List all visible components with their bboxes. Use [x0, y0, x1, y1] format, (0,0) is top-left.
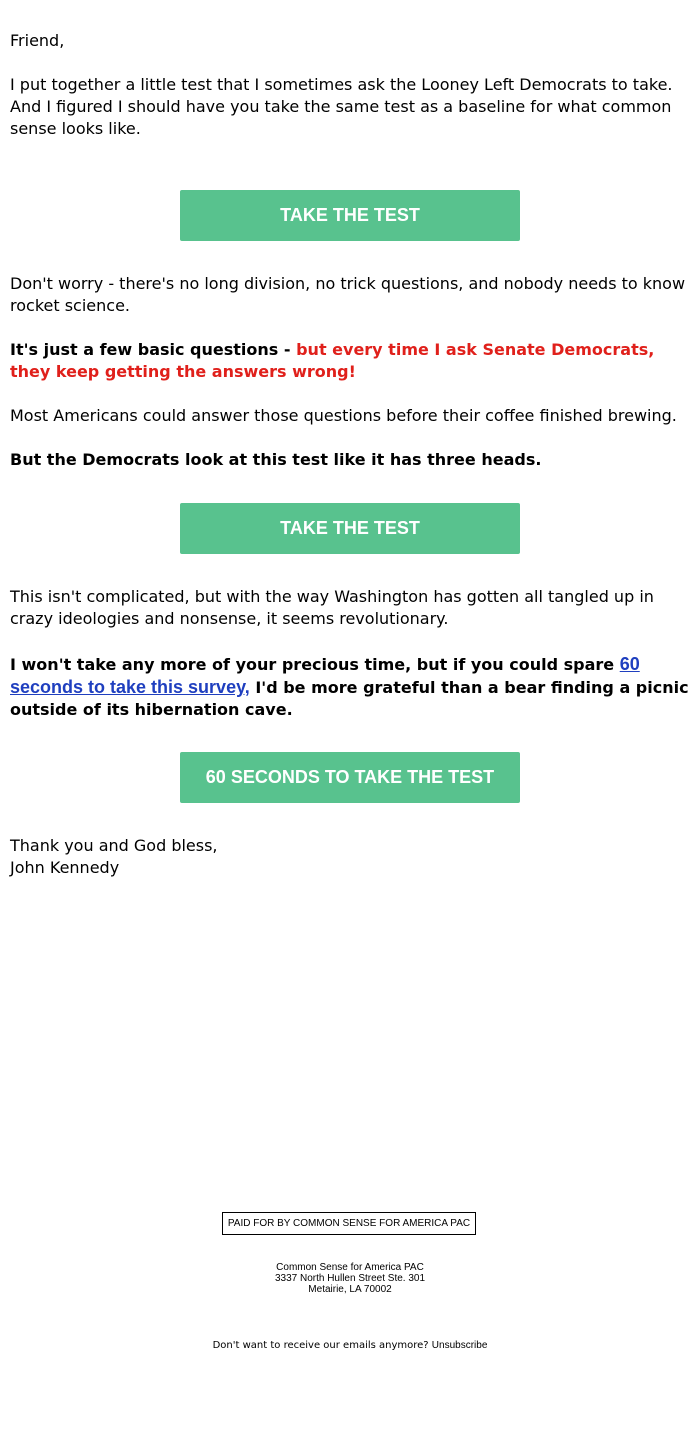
basic-questions-paragraph	[10, 339, 694, 383]
greeting: Friend,	[10, 31, 65, 50]
worry-paragraph: Don't worry - there's no long division, no trick questions, and nobody needs to know rocket science.	[10, 274, 686, 315]
sixty-seconds-test-button[interactable]: 60 SECONDS TO TAKE THE TEST	[180, 752, 520, 803]
unsubscribe-line	[0, 1340, 700, 1351]
signoff: Thank you and God bless,	[10, 836, 218, 855]
americans-paragraph: Most Americans could answer those questions before their coffee finished brewing.	[10, 406, 677, 425]
precious-time-tail: I'd be more grateful than a bear finding a picnic outside of its hibernation cave.	[10, 678, 689, 719]
precious-time-lead: I won't take any more of your precious time, but if you could spare	[10, 655, 620, 674]
three-heads-paragraph: But the Democrats look at this test like it has three heads.	[10, 450, 542, 469]
intro-paragraph: I put together a little test that I sometimes ask the Looney Left Democrats to take. And I figured I should have you take the same test as a baseline for what common sense looks like.	[10, 75, 673, 138]
paid-for-disclaimer: PAID FOR BY COMMON SENSE FOR AMERICA PAC	[222, 1212, 476, 1235]
survey-link[interactable]: 60 seconds to take this survey,	[10, 654, 640, 697]
org-city: Metairie, LA 70002	[308, 1284, 392, 1295]
signature: John Kennedy	[10, 858, 120, 877]
complicated-paragraph: This isn't complicated, but with the way Washington has gotten all tangled up in crazy ideologies and nonsense, it seems revolutionary.	[10, 587, 654, 628]
basic-questions-highlight: but every time I ask Senate Democrats, they keep getting the answers wrong!	[10, 340, 655, 381]
unsubscribe-link[interactable]: Unsubscribe	[431, 1340, 488, 1351]
basic-questions-lead: It's just a few basic questions -	[10, 340, 297, 359]
unsubscribe-prompt: Don't want to receive our emails anymore?	[212, 1340, 429, 1351]
precious-time-paragraph	[10, 653, 694, 721]
org-street: 3337 North Hullen Street Ste. 301	[274, 1273, 426, 1284]
take-test-button-1[interactable]: TAKE THE TEST	[180, 190, 520, 241]
org-name: Common Sense for America PAC	[276, 1262, 424, 1273]
take-test-button-2[interactable]: TAKE THE TEST	[180, 503, 520, 554]
